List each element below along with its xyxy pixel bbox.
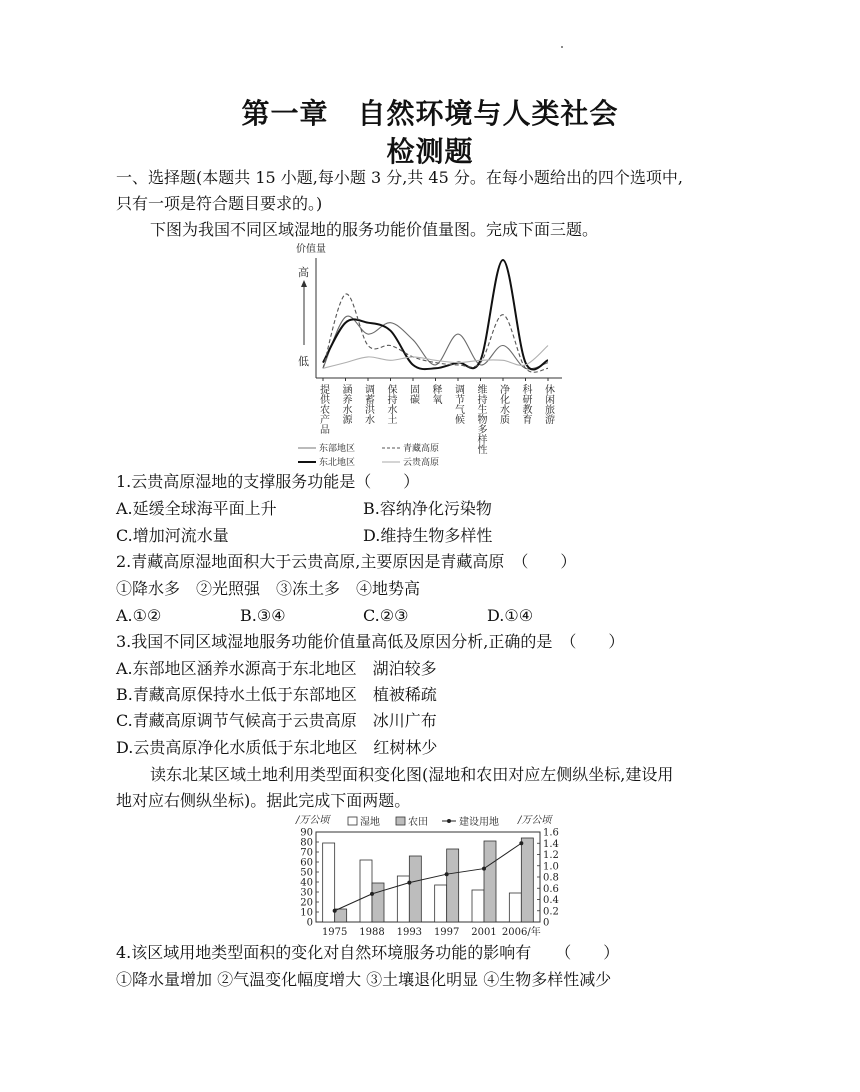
section-instruction-line1: 一、选择题(本题共 15 小题,每小题 3 分,共 45 分。在每小题给出的四个选项中, <box>116 168 683 187</box>
wetland-value-chart <box>290 240 570 470</box>
legend-swatch-farmland <box>396 817 405 825</box>
legend-label-qinghai-tibet: 青藏高原 <box>403 444 440 454</box>
q3-stem: 3.我国不同区域湿地服务功能价值量高低及原因分析,正确的是 （ ） <box>116 632 625 651</box>
chart1-category-label: 提供农产品 <box>317 384 329 434</box>
chart1-category-label: 科研教育 <box>520 384 531 424</box>
chart2-construction-point <box>407 881 411 885</box>
chart1-series-line <box>323 260 548 370</box>
q1-option-d: D.维持生物多样性 <box>363 526 493 545</box>
chart2-construction-point <box>482 867 486 871</box>
section-instruction-line2: 只有一项是符合题目要求的。) <box>116 194 323 213</box>
q1-option-a: A.延缓全球海平面上升 <box>116 499 277 518</box>
chart2-bar-farmland <box>521 838 533 922</box>
q2-option-c: C.②③ <box>363 606 409 625</box>
chart2-right-tick-label: 1.2 <box>543 850 559 861</box>
chart1-intro: 下图为我国不同区域湿地的服务功能价值量图。完成下面三题。 <box>150 220 599 239</box>
chart1-category-label: 调蓄洪水 <box>362 384 374 424</box>
chart2-right-tick-label: 0.6 <box>543 883 559 895</box>
legend-label-wetland: 湿地 <box>360 817 380 828</box>
chart1-ylabel: 价值量 <box>296 244 326 255</box>
chapter-title: 第一章 自然环境与人类社会 <box>241 97 619 130</box>
chart2-legend <box>348 815 499 828</box>
chart1-category-label: 维持生物多样性 <box>475 384 486 454</box>
chart2-left-tick-label: 20 <box>300 897 313 909</box>
chart2-category-label: 2001 <box>471 927 497 938</box>
chart2-category-label: 1975 <box>321 927 348 938</box>
chart1-category-label: 保持水土 <box>385 384 396 424</box>
chart1-category-label: 释氧 <box>430 384 441 404</box>
legend-marker-construction <box>447 819 451 823</box>
land-use-chart <box>292 812 582 942</box>
q3-option-a: A.东部地区涵养水源高于东北地区 湖泊较多 <box>116 659 437 678</box>
chart2-left-tick-label: 80 <box>300 837 313 849</box>
chart1-y-low: 低 <box>298 355 309 368</box>
q3-option-d: D.云贵高原净化水质低于东北地区 红树林少 <box>116 738 438 757</box>
chart2-intro-line1: 读东北某区域土地利用类型面积变化图(湿地和农田对应左侧纵坐标,建设用 <box>150 765 674 784</box>
chart2-left-tick-label: 10 <box>300 907 313 919</box>
chart2-left-tick-label: 70 <box>300 847 313 859</box>
chart2-construction-point <box>445 872 449 876</box>
chart2-category-label: 1997 <box>433 927 460 938</box>
chart2-intro-line2: 地对应右侧纵坐标)。据此完成下面两题。 <box>116 791 411 810</box>
chart2-bar-farmland <box>372 883 384 922</box>
chart1-legend <box>298 442 439 468</box>
chart2-category-label: 1993 <box>396 927 423 938</box>
chart1-arrow-head <box>301 280 307 287</box>
q2-option-b: B.③④ <box>240 606 286 625</box>
q2-option-a: A.①② <box>116 606 162 625</box>
page-dot <box>561 46 563 48</box>
chart2-left-tick-label: 60 <box>300 857 313 869</box>
chart2-right-tick-label: 0.8 <box>543 872 559 884</box>
legend-label-construction: 建设用地 <box>459 817 499 828</box>
q2-option-d: D.①④ <box>487 606 534 625</box>
legend-label-east: 东部地区 <box>319 444 356 454</box>
chart2-left-tick-label: 90 <box>300 827 313 839</box>
q3-option-b: B.青藏高原保持水土低于东部地区 植被稀疏 <box>116 685 437 704</box>
chart2-left-tick-label: 40 <box>300 877 313 889</box>
chart1-category-label: 调节气候 <box>452 384 464 424</box>
chart2-plot-frame <box>316 832 540 922</box>
chart2-right-tick-label: 0.2 <box>543 906 559 918</box>
chapter-subtitle: 检测题 <box>386 135 474 168</box>
q1-stem: 1.云贵高原湿地的支撑服务功能是（ ） <box>116 472 420 491</box>
q1-option-b: B.容纳净化污染物 <box>363 499 492 518</box>
chart2-bar-farmland <box>409 856 421 922</box>
chart2-category-label: 2006/年 <box>501 927 541 938</box>
chart2-bar-wetland <box>509 893 521 922</box>
chart2-right-tick-label: 1.0 <box>543 861 559 873</box>
chart2-right-tick-label: 1.6 <box>543 827 559 839</box>
chart2-bar-wetland <box>435 885 447 922</box>
chart1-category-label: 净化水质 <box>497 384 509 424</box>
chart1-y-high: 高 <box>298 266 309 279</box>
q3-option-c: C.青藏高原调节气候高于云贵高原 冰川广布 <box>116 711 437 730</box>
q4-items: ①降水量增加 ②气温变化幅度增大 ③土壤退化明显 ④生物多样性减少 <box>116 970 612 989</box>
chart1-series-line <box>323 316 548 369</box>
chart2-construction-point <box>519 841 523 845</box>
chart2-ylabel-right: /万公顷 <box>518 815 552 826</box>
q2-items: ①降水多 ②光照强 ③冻土多 ④地势高 <box>116 579 421 598</box>
chart2-bar-farmland <box>447 849 459 922</box>
chart2-right-tick-label: 0 <box>543 917 550 929</box>
chart2-bar-wetland <box>360 860 372 922</box>
chart2-right-tick-label: 0.4 <box>543 895 559 906</box>
chart2-bar-wetland <box>472 890 484 922</box>
chart2-category-label: 1988 <box>359 927 385 938</box>
chart2-left-tick-label: 0 <box>306 917 313 929</box>
chart2-right-tick-label: 1.4 <box>543 838 559 850</box>
legend-label-northeast: 东北地区 <box>319 458 356 468</box>
chart2-construction-point <box>333 909 337 913</box>
chart1-category-label: 休闲旅游 <box>542 384 554 424</box>
legend-label-yungui: 云贵高原 <box>403 458 440 468</box>
q4-stem: 4.该区域用地类型面积的变化对自然环境服务功能的影响有 （ ） <box>116 943 620 962</box>
chart2-left-tick-label: 50 <box>300 867 313 879</box>
q2-stem: 2.青藏高原湿地面积大于云贵高原,主要原因是青藏高原 （ ） <box>116 552 577 571</box>
chart2-construction-point <box>370 892 374 896</box>
chart2-ylabel-left: /万公顷 <box>296 815 330 826</box>
q1-option-c: C.增加河流水量 <box>116 526 229 545</box>
legend-swatch-wetland <box>348 817 357 825</box>
chart2-left-tick-label: 30 <box>300 887 313 899</box>
legend-label-farmland: 农田 <box>408 817 428 828</box>
chart1-category-label: 固碳 <box>407 384 419 404</box>
chart1-category-label: 涵养水源 <box>340 384 351 424</box>
chart2-bar-farmland <box>484 841 496 922</box>
